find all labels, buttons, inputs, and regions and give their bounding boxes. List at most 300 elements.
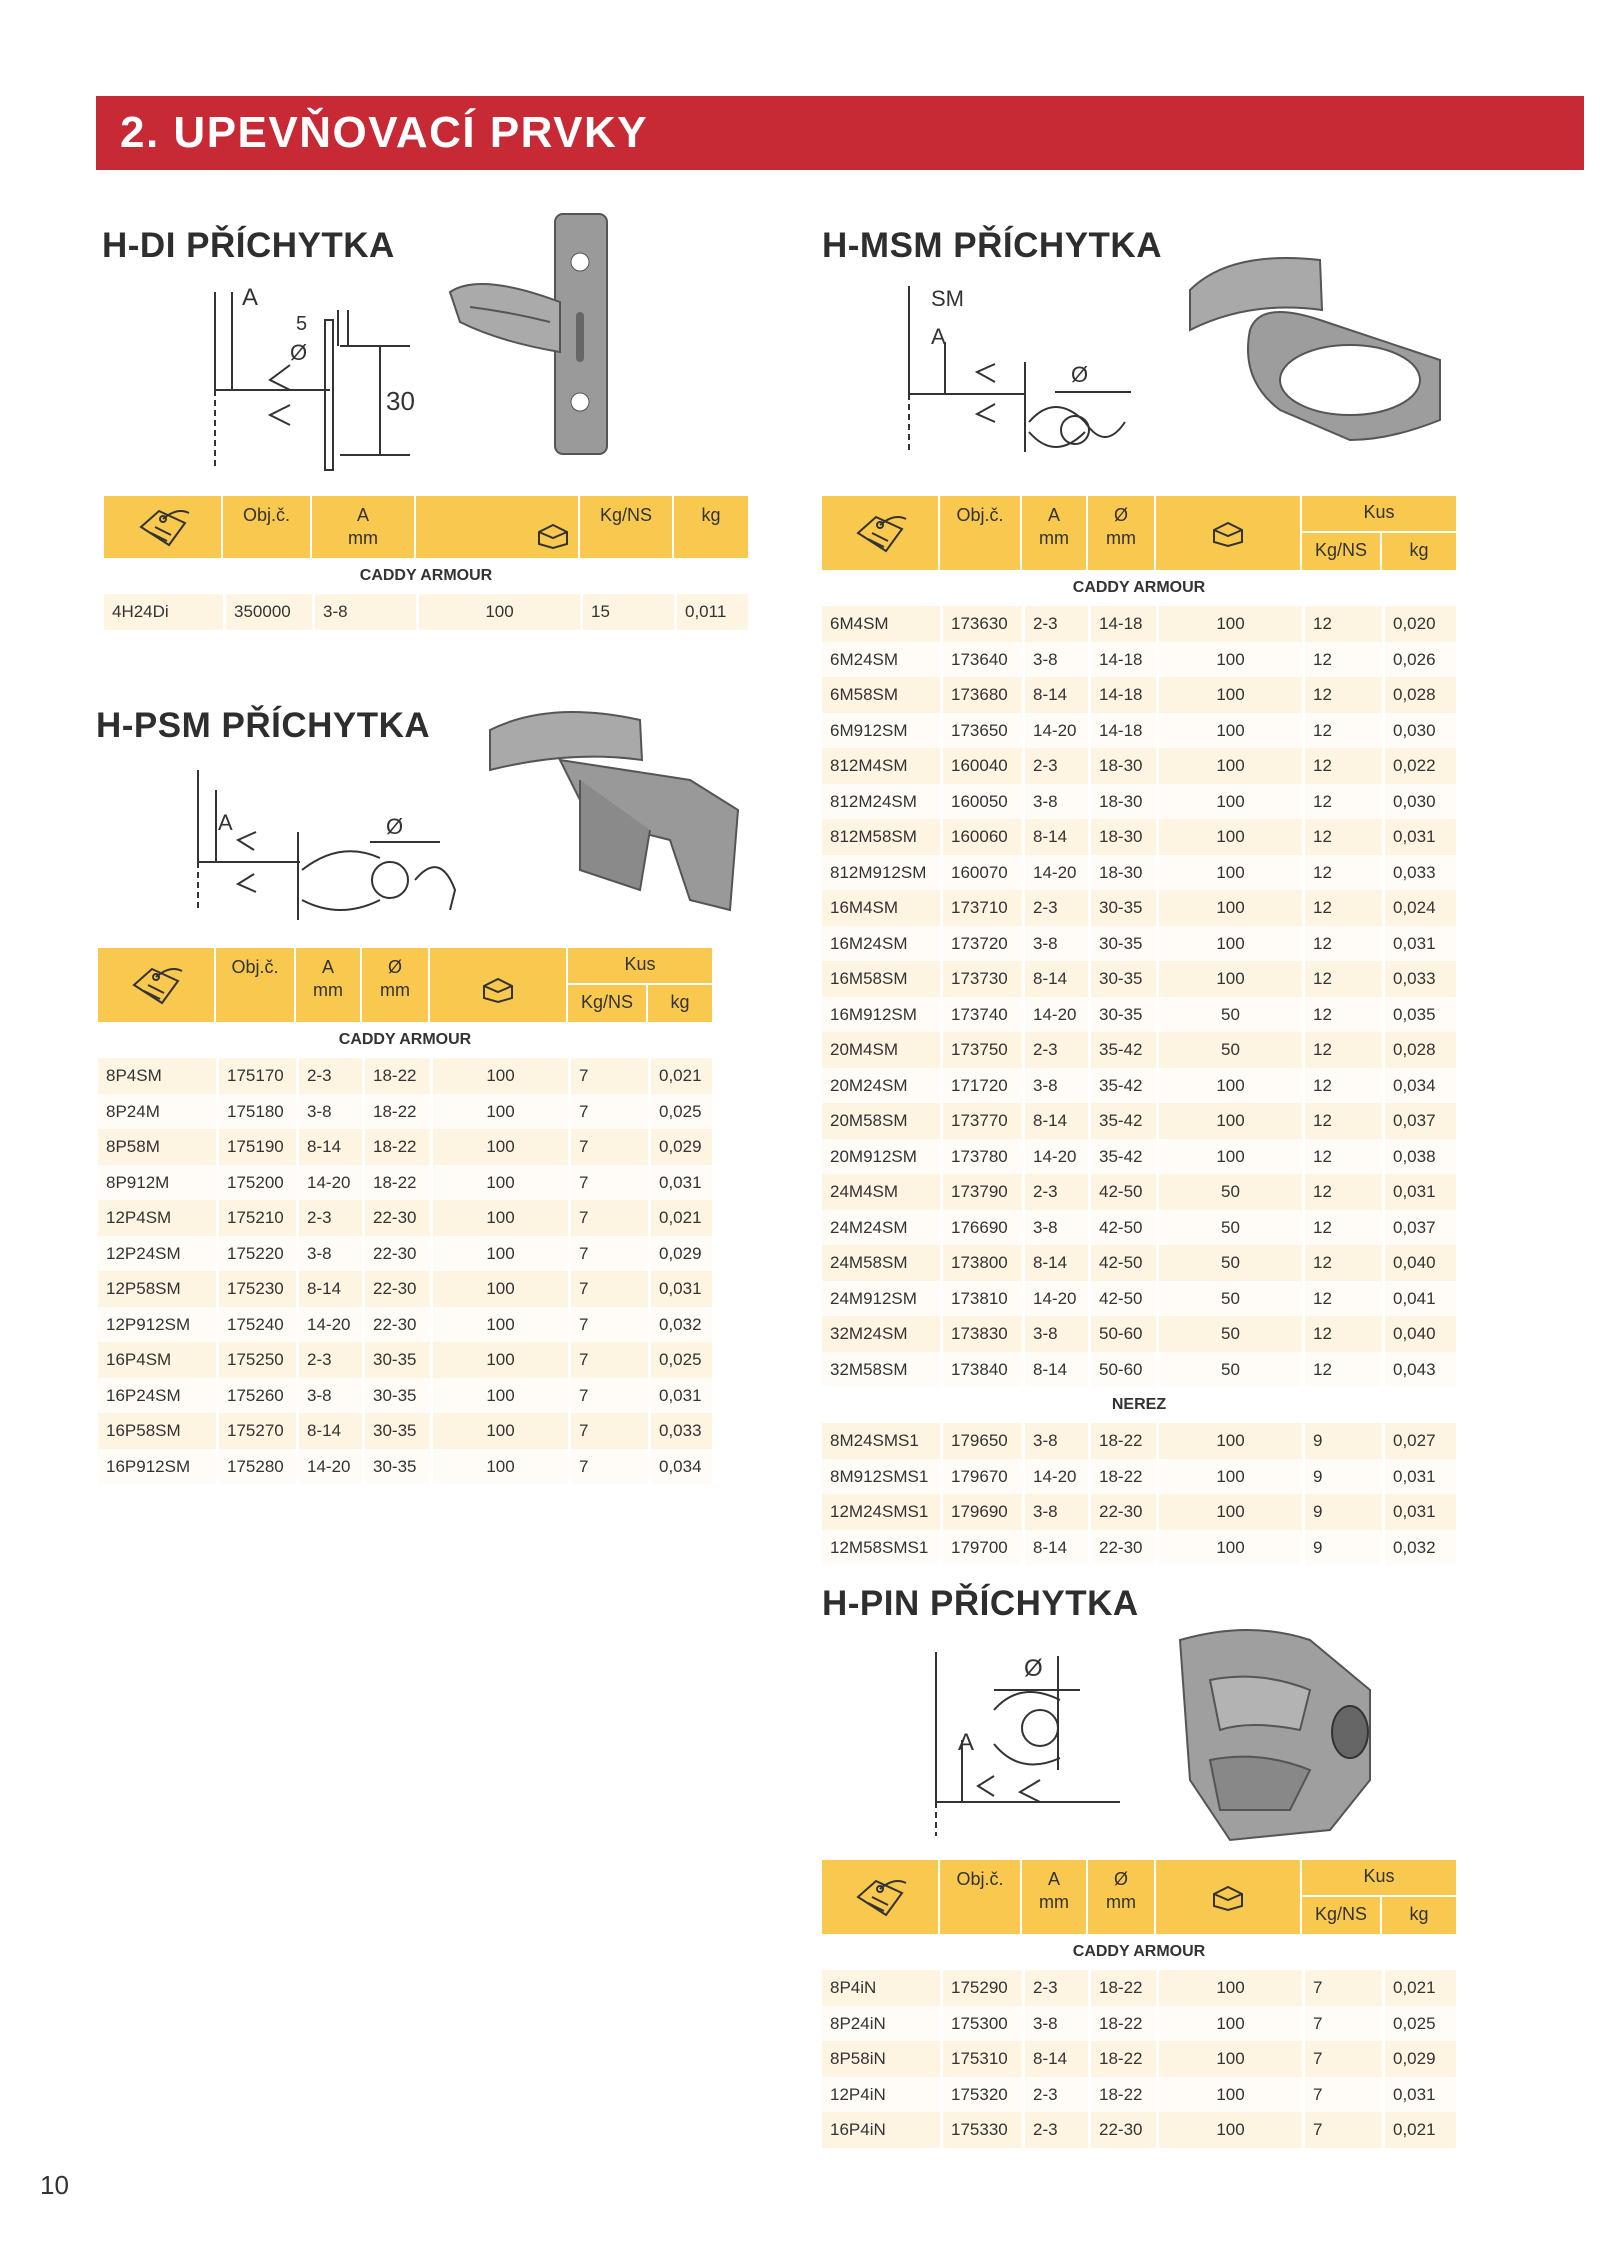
hmsm-label-sm: SM [931, 286, 964, 311]
cell-dia: 22-30 [362, 1200, 430, 1236]
cell-obj: 173680 [940, 677, 1022, 713]
cell-a: 8-14 [296, 1413, 362, 1449]
hpin-rows [822, 1970, 1456, 2148]
kus-group [1302, 496, 1456, 570]
cell-kgns: 7 [568, 1413, 648, 1449]
cell-a: 3-8 [312, 594, 416, 630]
table-row [98, 1378, 712, 1414]
cell-code: 6M912SM [830, 720, 908, 740]
cell-dia: 18-30 [1088, 748, 1156, 784]
cell-a: 14-20 [1022, 997, 1088, 1033]
cell-box: 50 [1156, 1245, 1302, 1281]
cell-kgns: 9 [1302, 1530, 1382, 1566]
cell-code: 20M58SM [830, 1111, 908, 1130]
table-row [822, 1174, 1456, 1210]
cell-kg: 0,026 [1382, 642, 1456, 678]
cell-kgns: 9 [1302, 1459, 1382, 1495]
cell-obj: 171720 [940, 1068, 1022, 1104]
cell-a: 3-8 [1022, 1494, 1088, 1530]
cell-code: 16M912SM [830, 1004, 917, 1024]
cell-kg: 0,040 [1382, 1316, 1456, 1352]
cell-a: 14-20 [296, 1165, 362, 1201]
cell-dia: 30-35 [362, 1378, 430, 1414]
cell-kg: 0,011 [674, 594, 748, 630]
cell-box: 100 [1156, 2112, 1302, 2148]
group-label: CADDY ARMOUR [1072, 579, 1206, 596]
cell-a: 3-8 [1022, 2006, 1088, 2042]
group-label-nerez: NEREZ [1111, 1396, 1167, 1413]
cell-code: 12P58SM [106, 1279, 181, 1298]
cell-box: 100 [430, 1058, 568, 1094]
cell-dia: 35-42 [1088, 1103, 1156, 1139]
cell-obj: 179670 [940, 1459, 1022, 1495]
cell-a: 8-14 [1022, 677, 1088, 713]
cell-dia: 18-22 [1088, 2077, 1156, 2113]
table-row [104, 594, 748, 630]
cell-kgns: 15 [580, 594, 674, 630]
cell-code: 32M24SM [830, 1324, 908, 1343]
box-icon [1156, 496, 1302, 570]
cell-kgns: 12 [1302, 1032, 1382, 1068]
cell-dia: 35-42 [1088, 1139, 1156, 1175]
col-a: A [356, 505, 369, 525]
cell-kg: 0,029 [648, 1129, 712, 1165]
cell-box: 100 [1156, 961, 1302, 997]
cell-code: 32M58SM [830, 1359, 908, 1379]
hpsm-product-photo [470, 700, 750, 920]
cell-kg: 0,028 [1382, 1032, 1456, 1068]
cell-code: 24M912SM [830, 1288, 917, 1308]
table-row [98, 1094, 712, 1130]
cell-dia: 22-30 [362, 1236, 430, 1272]
cell-kgns: 7 [1302, 2077, 1382, 2113]
table-row [98, 1200, 712, 1236]
cell-kg: 0,031 [648, 1378, 712, 1414]
cell-code: 16P912SM [106, 1456, 191, 1476]
cell-box: 50 [1156, 997, 1302, 1033]
cell-kgns: 7 [568, 1449, 648, 1485]
hpin-label-dia: Ø [1024, 1655, 1043, 1682]
cell-dia: 18-30 [1088, 855, 1156, 891]
cell-dia: 30-35 [1088, 926, 1156, 962]
cell-kg: 0,030 [1382, 784, 1456, 820]
cell-kg: 0,037 [1382, 1210, 1456, 1246]
col-kg: kg [701, 505, 721, 525]
table-row [822, 1316, 1456, 1352]
hpin-product-photo [1170, 1620, 1400, 1850]
cell-a: 8-14 [1022, 1530, 1088, 1566]
cell-obj: 173830 [940, 1316, 1022, 1352]
col-kgns: Kg/NS [568, 985, 648, 1022]
cell-a: 2-3 [1022, 1032, 1088, 1068]
cell-code: 8P58iN [830, 2049, 886, 2068]
cell-kgns: 7 [568, 1342, 648, 1378]
cell-dia: 18-22 [362, 1165, 430, 1201]
cell-box: 100 [430, 1200, 568, 1236]
cell-obj: 160050 [940, 784, 1022, 820]
cell-kgns: 12 [1302, 961, 1382, 997]
cell-code: 24M58SM [830, 1253, 908, 1272]
cell-box: 100 [1156, 890, 1302, 926]
cell-kgns: 12 [1302, 1068, 1382, 1104]
cell-kgns: 12 [1302, 748, 1382, 784]
box-icon [430, 948, 568, 1022]
cell-a: 3-8 [1022, 1316, 1088, 1352]
table-row [822, 1423, 1456, 1459]
tag-icon [822, 496, 940, 570]
cell-box: 100 [430, 1342, 568, 1378]
cell-code: 8P4SM [106, 1066, 162, 1085]
cell-obj: 175240 [216, 1307, 296, 1343]
table-row [822, 1970, 1456, 2006]
cell-kg: 0,029 [648, 1236, 712, 1272]
cell-code: 6M24SM [830, 649, 899, 669]
cell-obj: 173840 [940, 1352, 1022, 1388]
cell-kg: 0,031 [1382, 2077, 1456, 2113]
cell-dia: 18-22 [1088, 2006, 1156, 2042]
cell-kgns: 12 [1302, 1352, 1382, 1388]
col-a-unit: mm [1039, 528, 1069, 548]
cell-kgns: 7 [568, 1165, 648, 1201]
hmsm-label-dia: Ø [1071, 362, 1089, 387]
cell-kgns: 7 [568, 1058, 648, 1094]
cell-code: 16P24SM [106, 1385, 181, 1405]
cell-dia: 18-30 [1088, 784, 1156, 820]
cell-kgns: 12 [1302, 1174, 1382, 1210]
cell-a: 2-3 [296, 1058, 362, 1094]
col-obj: Obj.č. [231, 957, 279, 977]
cell-kg: 0,031 [648, 1165, 712, 1201]
cell-kg: 0,030 [1382, 713, 1456, 749]
table-row [822, 926, 1456, 962]
section-title: 2. UPEVŇOVACÍ PRVKY [120, 108, 649, 157]
cell-kg: 0,033 [648, 1413, 712, 1449]
cell-kg: 0,031 [1382, 1174, 1456, 1210]
cell-code: 16P4SM [106, 1350, 172, 1369]
cell-a: 8-14 [1022, 819, 1088, 855]
cell-kgns: 7 [568, 1200, 648, 1236]
cell-kgns: 7 [568, 1094, 648, 1130]
cell-kg: 0,021 [648, 1058, 712, 1094]
cell-box: 100 [1156, 1103, 1302, 1139]
cell-a: 8-14 [296, 1129, 362, 1165]
hpsm-diagram [190, 770, 470, 920]
cell-box: 100 [1156, 2041, 1302, 2077]
cell-obj: 173630 [940, 606, 1022, 642]
cell-kg: 0,028 [1382, 677, 1456, 713]
col-kus: Kus [568, 948, 712, 985]
hmsm-rows [822, 606, 1456, 1387]
cell-obj: 173730 [940, 961, 1022, 997]
cell-code: 812M24SM [830, 791, 917, 811]
cell-kgns: 7 [568, 1378, 648, 1414]
cell-kg: 0,025 [648, 1342, 712, 1378]
col-dia-unit: mm [380, 980, 410, 1000]
cell-kg: 0,024 [1382, 890, 1456, 926]
cell-code: 8P912M [106, 1172, 170, 1192]
cell-code: 12P912SM [106, 1314, 191, 1334]
cell-box: 100 [1156, 677, 1302, 713]
cell-obj: 173770 [940, 1103, 1022, 1139]
cell-obj: 175230 [216, 1271, 296, 1307]
cell-dia: 42-50 [1088, 1281, 1156, 1317]
cell-a: 8-14 [1022, 1103, 1088, 1139]
cell-box: 100 [430, 1236, 568, 1272]
cell-box: 100 [1156, 1139, 1302, 1175]
col-kus: Kus [1302, 1860, 1456, 1897]
cell-kgns: 7 [1302, 2041, 1382, 2077]
hmsm-diagram [895, 282, 1155, 462]
cell-obj: 175280 [216, 1449, 296, 1485]
col-obj: Obj.č. [956, 1869, 1004, 1889]
cell-a: 8-14 [1022, 2041, 1088, 2077]
cell-dia: 50-60 [1088, 1352, 1156, 1388]
cell-code: 6M58SM [830, 685, 899, 704]
col-dia: Ø [1113, 505, 1128, 525]
cell-a: 3-8 [1022, 926, 1088, 962]
cell-kg: 0,021 [1382, 1970, 1456, 2006]
table-row [98, 1236, 712, 1272]
cell-obj: 176690 [940, 1210, 1022, 1246]
cell-dia: 22-30 [1088, 2112, 1156, 2148]
cell-obj: 175310 [940, 2041, 1022, 2077]
table-row [822, 1068, 1456, 1104]
cell-a: 8-14 [1022, 1352, 1088, 1388]
cell-a: 2-3 [1022, 1970, 1088, 2006]
cell-obj: 173790 [940, 1174, 1022, 1210]
table-row [822, 997, 1456, 1033]
table-row [98, 1307, 712, 1343]
cell-code: 12P4SM [106, 1208, 172, 1227]
cell-dia: 14-18 [1088, 642, 1156, 678]
cell-obj: 160060 [940, 819, 1022, 855]
cell-a: 2-3 [1022, 606, 1088, 642]
cell-a: 2-3 [1022, 890, 1088, 926]
cell-dia: 30-35 [1088, 961, 1156, 997]
cell-kgns: 12 [1302, 606, 1382, 642]
cell-kgns: 12 [1302, 1316, 1382, 1352]
hmsm-table [822, 496, 1456, 1565]
cell-kg: 0,035 [1382, 997, 1456, 1033]
cell-kgns: 12 [1302, 1245, 1382, 1281]
hpin-table [822, 1860, 1456, 2148]
cell-box: 50 [1156, 1352, 1302, 1388]
cell-obj: 173810 [940, 1281, 1022, 1317]
cell-box: 100 [1156, 606, 1302, 642]
cell-box: 100 [1156, 926, 1302, 962]
table-row [98, 1271, 712, 1307]
cell-box: 100 [1156, 1970, 1302, 2006]
cell-kg: 0,033 [1382, 961, 1456, 997]
cell-kg: 0,034 [1382, 1068, 1456, 1104]
cell-box: 100 [430, 1378, 568, 1414]
hdi-label-dia: Ø [290, 340, 308, 365]
cell-dia: 30-35 [1088, 997, 1156, 1033]
cell-dia: 18-22 [1088, 1970, 1156, 2006]
page-number: 10 [40, 2170, 69, 2200]
kus-group [568, 948, 712, 1022]
cell-a: 14-20 [1022, 1459, 1088, 1495]
cell-kg: 0,032 [1382, 1530, 1456, 1566]
cell-a: 8-14 [1022, 961, 1088, 997]
cell-a: 14-20 [1022, 713, 1088, 749]
cell-dia: 18-22 [1088, 2041, 1156, 2077]
cell-a: 2-3 [296, 1342, 362, 1378]
table-row [822, 642, 1456, 678]
col-kgns: Kg/NS [599, 505, 653, 525]
cell-kg: 0,031 [1382, 1459, 1456, 1495]
cell-kgns: 12 [1302, 997, 1382, 1033]
cell-kgns: 12 [1302, 713, 1382, 749]
col-dia: Ø [387, 957, 402, 977]
hpsm-label-dia: Ø [386, 814, 404, 839]
cell-obj: 179690 [940, 1494, 1022, 1530]
cell-kg: 0,027 [1382, 1423, 1456, 1459]
col-a-unit: mm [348, 528, 378, 548]
table-row [822, 784, 1456, 820]
cell-kgns: 12 [1302, 819, 1382, 855]
cell-a: 3-8 [1022, 1423, 1088, 1459]
hdi-label-a: A [242, 284, 259, 311]
cell-dia: 42-50 [1088, 1210, 1156, 1246]
cell-code: 16M24SM [830, 933, 908, 953]
cell-kg: 0,025 [1382, 2006, 1456, 2042]
hpin-diagram [920, 1640, 1140, 1840]
hpsm-label-a: A [218, 810, 233, 835]
cell-kgns: 9 [1302, 1423, 1382, 1459]
cell-obj: 175320 [940, 2077, 1022, 2113]
cell-obj: 173780 [940, 1139, 1022, 1175]
kus-group [1302, 1860, 1456, 1934]
cell-code: 12M58SMS1 [830, 1537, 929, 1557]
cell-box: 100 [1156, 713, 1302, 749]
cell-kg: 0,043 [1382, 1352, 1456, 1388]
cell-a: 3-8 [296, 1094, 362, 1130]
table-row [822, 677, 1456, 713]
cell-box: 50 [1156, 1032, 1302, 1068]
table-row [822, 961, 1456, 997]
col-a: A [1047, 1869, 1060, 1889]
col-a-unit: mm [1039, 1892, 1069, 1912]
table-row [822, 1245, 1456, 1281]
cell-kgns: 12 [1302, 890, 1382, 926]
tag-icon [822, 1860, 940, 1934]
cell-a: 2-3 [296, 1200, 362, 1236]
cell-box: 100 [1156, 2077, 1302, 2113]
cell-code: 8P58M [106, 1137, 160, 1156]
cell-box: 50 [1156, 1210, 1302, 1246]
cell-dia: 22-30 [1088, 1530, 1156, 1566]
cell-dia: 18-30 [1088, 819, 1156, 855]
cell-kgns: 7 [568, 1236, 648, 1272]
cell-kg: 0,020 [1382, 606, 1456, 642]
cell-box: 50 [1156, 1316, 1302, 1352]
box-icon [1156, 1860, 1302, 1934]
cell-code: 12M24SMS1 [830, 1502, 929, 1521]
cell-obj: 173720 [940, 926, 1022, 962]
cell-box: 100 [430, 1413, 568, 1449]
cell-obj: 175210 [216, 1200, 296, 1236]
cell-box: 100 [430, 1449, 568, 1485]
cell-obj: 179650 [940, 1423, 1022, 1459]
cell-kg: 0,021 [648, 1200, 712, 1236]
cell-kg: 0,031 [1382, 926, 1456, 962]
hdi-label-thirty: 30 [386, 386, 415, 416]
cell-kg: 0,031 [1382, 1494, 1456, 1530]
cell-dia: 18-22 [1088, 1423, 1156, 1459]
cell-dia: 14-18 [1088, 677, 1156, 713]
cell-kg: 0,021 [1382, 2112, 1456, 2148]
cell-kgns: 12 [1302, 784, 1382, 820]
cell-dia: 42-50 [1088, 1245, 1156, 1281]
cell-box: 100 [1156, 1068, 1302, 1104]
cell-code: 12P4iN [830, 2084, 886, 2104]
cell-kg: 0,029 [1382, 2041, 1456, 2077]
table-row [822, 1103, 1456, 1139]
tag-icon [98, 948, 216, 1022]
hdi-product-photo [440, 212, 610, 462]
cell-obj: 175170 [216, 1058, 296, 1094]
cell-obj: 175330 [940, 2112, 1022, 2148]
cell-obj: 179700 [940, 1530, 1022, 1566]
cell-kg: 0,038 [1382, 1139, 1456, 1175]
cell-dia: 22-30 [362, 1271, 430, 1307]
table-row [98, 1342, 712, 1378]
table-row [98, 1129, 712, 1165]
cell-a: 3-8 [1022, 1210, 1088, 1246]
hmsm-product-photo [1170, 240, 1450, 470]
section-banner [96, 96, 1584, 170]
cell-dia: 18-22 [1088, 1459, 1156, 1495]
hpsm-table [98, 948, 712, 1484]
cell-a: 14-20 [1022, 1281, 1088, 1317]
cell-obj: 160040 [940, 748, 1022, 784]
col-kg: kg [670, 992, 690, 1012]
cell-code: 8P4iN [830, 1978, 877, 1997]
cell-code: 12P24SM [106, 1243, 181, 1263]
cell-kgns: 12 [1302, 1281, 1382, 1317]
cell-code: 20M912SM [830, 1146, 917, 1166]
cell-code: 16P4iN [830, 2120, 886, 2139]
cell-a: 3-8 [1022, 784, 1088, 820]
cell-obj: 175180 [216, 1094, 296, 1130]
cell-a: 2-3 [1022, 748, 1088, 784]
cell-kgns: 12 [1302, 677, 1382, 713]
cell-box: 100 [416, 594, 580, 630]
cell-dia: 22-30 [1088, 1494, 1156, 1530]
group-label: CADDY ARMOUR [338, 1031, 472, 1048]
cell-box: 100 [1156, 1423, 1302, 1459]
cell-kg: 0,031 [648, 1271, 712, 1307]
cell-code: 812M4SM [830, 756, 908, 775]
cell-dia: 30-35 [362, 1413, 430, 1449]
cell-dia: 30-35 [362, 1342, 430, 1378]
cell-dia: 50-60 [1088, 1316, 1156, 1352]
cell-a: 8-14 [1022, 1245, 1088, 1281]
cell-obj: 175260 [216, 1378, 296, 1414]
cell-dia: 18-22 [362, 1058, 430, 1094]
hdi-label-five: 5 [296, 313, 308, 335]
cell-obj: 350000 [223, 594, 312, 630]
cell-kgns: 12 [1302, 855, 1382, 891]
col-dia-unit: mm [1106, 528, 1136, 548]
col-dia-unit: mm [1106, 1892, 1136, 1912]
cell-obj: 175270 [216, 1413, 296, 1449]
col-kgns: Kg/NS [1302, 1897, 1382, 1934]
cell-box: 100 [1156, 642, 1302, 678]
cell-kg: 0,040 [1382, 1245, 1456, 1281]
cell-code: 812M912SM [830, 862, 927, 882]
